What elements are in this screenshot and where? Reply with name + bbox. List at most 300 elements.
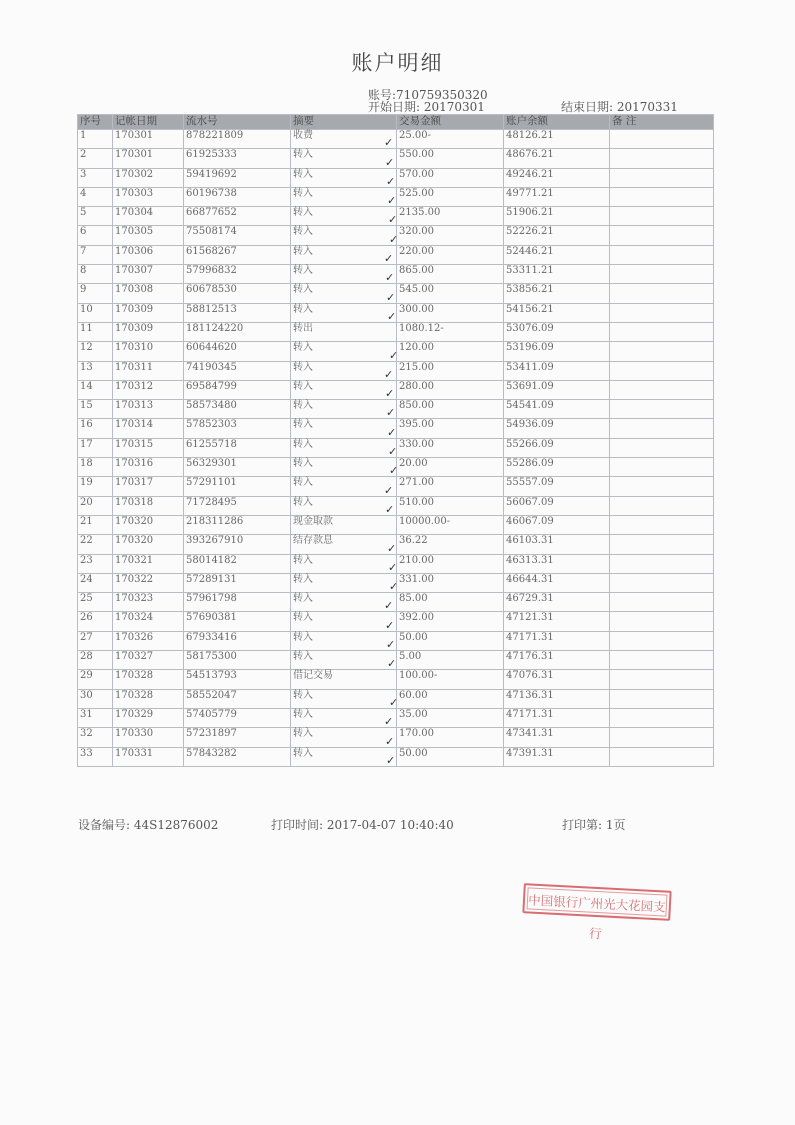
remark-cell xyxy=(610,438,714,457)
table-row xyxy=(78,303,714,322)
amount-cell xyxy=(387,651,504,671)
remark-cell xyxy=(610,496,714,515)
row-index-cell: 25 xyxy=(78,593,113,612)
print-page: 打印第: 1页 xyxy=(562,818,626,832)
table-row xyxy=(78,593,714,612)
check-mark-icon: ✓ xyxy=(387,425,397,439)
table-row xyxy=(78,207,714,226)
summary-cell: 现金取款 xyxy=(291,515,397,534)
check-mark-icon: ✓ xyxy=(386,753,396,767)
balance-cell: 55286.09 xyxy=(504,458,610,477)
table-header-row xyxy=(78,115,714,130)
row-index-cell: 22 xyxy=(78,535,113,554)
row-index-cell: 29 xyxy=(78,670,113,689)
stamp-inner-border xyxy=(527,887,668,916)
amount-text: 395.00 xyxy=(399,419,434,431)
stamp-text: 中国银行广州光大花园支行 xyxy=(527,892,666,942)
amount-text: 25.00- xyxy=(399,130,432,141)
posting-date-cell: 170301 xyxy=(113,130,184,149)
table-row xyxy=(78,284,714,303)
serial-number-cell: 58014182 xyxy=(184,554,291,573)
balance-cell: 53076.09 xyxy=(504,322,610,341)
table-row xyxy=(78,322,714,341)
check-mark-icon: ✓ xyxy=(384,715,394,729)
table-row xyxy=(78,747,714,766)
posting-date-cell: 170308 xyxy=(113,284,184,303)
table-body xyxy=(78,130,714,767)
table-row xyxy=(78,400,714,419)
bank-stamp xyxy=(522,883,671,942)
summary-cell: 转入 xyxy=(291,554,397,573)
check-mark-icon: ✓ xyxy=(387,541,397,555)
summary-cell: 转入 xyxy=(291,438,397,457)
table-row xyxy=(78,496,714,515)
summary-cell: 转入 xyxy=(291,226,397,245)
summary-cell: 转入 xyxy=(291,747,397,766)
posting-date-cell: 170316 xyxy=(113,458,184,477)
row-index-cell: 13 xyxy=(78,361,113,380)
remark-cell xyxy=(610,651,714,670)
posting-date-cell: 170302 xyxy=(113,168,184,187)
balance-cell: 47136.31 xyxy=(504,689,610,708)
serial-number-cell: 57852303 xyxy=(184,419,291,438)
balance-cell: 46067.09 xyxy=(504,515,610,534)
table-row xyxy=(78,265,714,284)
row-index-cell: 18 xyxy=(78,458,113,477)
serial-number-cell: 60678530 xyxy=(184,284,291,303)
column-header: 记帐日期 xyxy=(113,115,184,130)
balance-cell: 46313.31 xyxy=(504,554,610,573)
amount-text: 20.00 xyxy=(399,458,428,470)
account-number: 账号:710759350320 xyxy=(368,88,488,102)
posting-date-cell: 170311 xyxy=(113,361,184,380)
amount-cell xyxy=(384,477,504,497)
row-index-cell: 9 xyxy=(78,284,113,303)
check-mark-icon: ✓ xyxy=(385,271,395,285)
serial-number-cell: 57405779 xyxy=(184,708,291,727)
balance-cell: 52446.21 xyxy=(504,245,610,264)
column-header: 流水号 xyxy=(184,115,291,130)
remark-cell xyxy=(610,419,714,438)
table-row xyxy=(78,554,714,573)
amount-cell xyxy=(389,342,504,362)
row-index-cell: 3 xyxy=(78,168,113,187)
remark-cell xyxy=(610,226,714,245)
column-header: 账户余额 xyxy=(504,115,610,130)
row-index-cell: 23 xyxy=(78,554,113,573)
amount-text: 10000.00- xyxy=(399,515,451,527)
check-mark-icon: ✓ xyxy=(389,695,399,709)
check-mark-icon: ✓ xyxy=(385,387,395,401)
table-row xyxy=(78,438,714,457)
remark-cell xyxy=(610,361,714,380)
amount-cell xyxy=(385,612,504,632)
check-mark-icon: ✓ xyxy=(386,174,396,188)
row-index-cell: 26 xyxy=(78,612,113,631)
amount-text: 550.00 xyxy=(399,149,434,161)
remark-cell xyxy=(610,747,714,766)
summary-cell: 转入 xyxy=(291,361,397,380)
check-mark-icon: ✓ xyxy=(384,367,394,381)
posting-date-cell: 170326 xyxy=(113,631,184,650)
summary-cell: 转入 xyxy=(291,651,397,670)
amount-text: 865.00 xyxy=(399,265,434,277)
balance-cell: 47121.31 xyxy=(504,612,610,631)
table-row xyxy=(78,458,714,477)
remark-cell xyxy=(610,515,714,534)
balance-cell: 53196.09 xyxy=(504,342,610,361)
balance-cell: 47341.31 xyxy=(504,728,610,747)
serial-number-cell: 75508174 xyxy=(184,226,291,245)
amount-text: 100.00- xyxy=(399,670,438,682)
posting-date-cell: 170312 xyxy=(113,380,184,399)
remark-cell xyxy=(610,380,714,399)
balance-cell: 53856.21 xyxy=(504,284,610,303)
posting-date-cell: 170320 xyxy=(113,535,184,554)
row-index-cell: 28 xyxy=(78,651,113,670)
table-row xyxy=(78,342,714,361)
posting-date-cell: 170315 xyxy=(113,438,184,457)
balance-cell: 49771.21 xyxy=(504,187,610,206)
balance-cell: 56067.09 xyxy=(504,496,610,515)
balance-cell: 47176.31 xyxy=(504,651,610,670)
check-mark-icon: ✓ xyxy=(386,406,396,420)
amount-cell xyxy=(389,689,504,709)
amount-cell xyxy=(384,361,504,381)
serial-number-cell: 57291101 xyxy=(184,477,291,496)
posting-date-cell: 170329 xyxy=(113,708,184,727)
balance-cell: 47076.31 xyxy=(504,670,610,689)
balance-cell: 54156.21 xyxy=(504,303,610,322)
remark-cell xyxy=(610,670,714,689)
amount-text: 300.00 xyxy=(399,303,434,315)
amount-cell xyxy=(386,168,504,188)
posting-date-cell: 170328 xyxy=(113,689,184,708)
amount-text: 85.00 xyxy=(399,593,428,605)
amount-cell xyxy=(389,458,504,478)
amount-cell xyxy=(384,245,504,266)
serial-number-cell: 60196738 xyxy=(184,187,291,206)
remark-cell xyxy=(610,708,714,727)
serial-number-cell: 58812513 xyxy=(184,303,291,322)
posting-date-cell: 170324 xyxy=(113,612,184,631)
serial-number-cell: 218311286 xyxy=(184,515,291,534)
amount-text: 215.00 xyxy=(399,361,434,373)
transaction-table xyxy=(77,114,713,767)
table-row xyxy=(78,708,714,727)
remark-cell xyxy=(610,554,714,573)
remark-cell xyxy=(610,303,714,322)
check-mark-icon: ✓ xyxy=(385,618,395,632)
check-mark-icon: ✓ xyxy=(387,194,397,208)
row-index-cell: 19 xyxy=(78,477,113,496)
serial-number-cell: 58552047 xyxy=(184,689,291,708)
serial-number-cell: 66877652 xyxy=(184,207,291,226)
amount-text: 545.00 xyxy=(399,284,434,296)
posting-date-cell: 170322 xyxy=(113,573,184,592)
serial-number-cell: 74190345 xyxy=(184,361,291,380)
balance-cell: 47391.31 xyxy=(504,747,610,766)
amount-text: 331.00 xyxy=(399,573,434,585)
row-index-cell: 30 xyxy=(78,689,113,708)
amount-text: 60.00 xyxy=(399,689,428,701)
serial-number-cell: 57289131 xyxy=(184,573,291,592)
print-time: 打印时间: 2017-04-07 10:40:40 xyxy=(271,818,454,832)
balance-cell: 55557.09 xyxy=(504,477,610,496)
summary-cell: 转入 xyxy=(291,380,397,399)
remark-cell xyxy=(610,207,714,226)
remark-cell xyxy=(610,322,714,341)
serial-number-cell: 61925333 xyxy=(184,149,291,168)
amount-cell xyxy=(387,303,504,323)
posting-date-cell: 170309 xyxy=(113,322,184,341)
table-row xyxy=(78,380,714,399)
row-index-cell: 6 xyxy=(78,226,113,245)
amount-text: 510.00 xyxy=(399,496,434,508)
serial-number-cell: 61255718 xyxy=(184,438,291,457)
check-mark-icon: ✓ xyxy=(389,232,399,246)
amount-cell xyxy=(384,708,504,729)
row-index-cell: 21 xyxy=(78,515,113,534)
amount-cell xyxy=(397,515,504,534)
summary-cell: 转入 xyxy=(291,419,397,438)
amount-cell xyxy=(387,535,504,555)
amount-text: 280.00 xyxy=(399,380,434,392)
amount-text: 271.00 xyxy=(399,477,434,489)
amount-cell xyxy=(386,747,504,767)
remark-cell xyxy=(610,149,714,168)
remark-cell xyxy=(610,631,714,650)
table-row xyxy=(78,226,714,245)
summary-cell: 转入 xyxy=(291,265,397,284)
serial-number-cell: 61568267 xyxy=(184,245,291,264)
page-title: 账户明细 xyxy=(351,51,444,75)
posting-date-cell: 170320 xyxy=(113,515,184,534)
summary-cell: 转入 xyxy=(291,477,397,496)
remark-cell xyxy=(610,130,714,149)
serial-number-cell: 67933416 xyxy=(184,631,291,650)
table-row xyxy=(78,245,714,264)
amount-cell xyxy=(388,207,504,227)
row-index-cell: 31 xyxy=(78,708,113,727)
serial-number-cell: 58573480 xyxy=(184,400,291,419)
remark-cell xyxy=(610,187,714,206)
balance-cell: 48126.21 xyxy=(504,130,610,149)
remark-cell xyxy=(610,593,714,612)
amount-text: 392.00 xyxy=(399,612,434,624)
column-header: 序号 xyxy=(78,115,113,130)
amount-cell xyxy=(397,670,504,689)
posting-date-cell: 170331 xyxy=(113,747,184,766)
serial-number-cell: 181124220 xyxy=(184,322,291,341)
balance-cell: 53691.09 xyxy=(504,380,610,399)
amount-cell xyxy=(388,554,504,574)
check-mark-icon: ✓ xyxy=(385,502,395,516)
balance-cell: 49246.21 xyxy=(504,168,610,187)
posting-date-cell: 170330 xyxy=(113,728,184,747)
check-mark-icon: ✓ xyxy=(387,657,397,671)
amount-cell xyxy=(389,226,504,246)
summary-cell: 转入 xyxy=(291,400,397,419)
table-row xyxy=(78,515,714,534)
serial-number-cell: 57996832 xyxy=(184,265,291,284)
serial-number-cell: 58175300 xyxy=(184,651,291,670)
amount-cell xyxy=(384,593,504,613)
posting-date-cell: 170317 xyxy=(113,477,184,496)
row-index-cell: 12 xyxy=(78,342,113,361)
check-mark-icon: ✓ xyxy=(385,155,395,169)
posting-date-cell: 170321 xyxy=(113,554,184,573)
serial-number-cell: 57843282 xyxy=(184,747,291,766)
column-header: 摘要 xyxy=(291,115,397,130)
row-index-cell: 24 xyxy=(78,573,113,592)
remark-cell xyxy=(610,265,714,284)
table-row xyxy=(78,612,714,631)
amount-text: 850.00 xyxy=(399,400,434,412)
remark-cell xyxy=(610,400,714,419)
posting-date-cell: 170323 xyxy=(113,593,184,612)
row-index-cell: 1 xyxy=(78,130,113,149)
serial-number-cell: 57231897 xyxy=(184,728,291,747)
balance-cell: 46103.31 xyxy=(504,535,610,554)
amount-text: 1080.12- xyxy=(399,322,444,334)
summary-cell: 借记交易 xyxy=(291,670,397,689)
amount-text: 50.00 xyxy=(399,747,428,759)
remark-cell xyxy=(610,477,714,496)
check-mark-icon: ✓ xyxy=(389,580,399,594)
balance-cell: 46729.31 xyxy=(504,593,610,612)
balance-cell: 53311.21 xyxy=(504,265,610,284)
summary-cell: 转入 xyxy=(291,631,397,650)
posting-date-cell: 170303 xyxy=(113,187,184,206)
posting-date-cell: 170314 xyxy=(113,419,184,438)
remark-cell xyxy=(610,535,714,554)
posting-date-cell: 170307 xyxy=(113,265,184,284)
table-row xyxy=(78,130,714,149)
amount-cell xyxy=(385,496,504,516)
check-mark-icon: ✓ xyxy=(385,734,395,748)
remark-cell xyxy=(610,573,714,592)
summary-cell: 转出 xyxy=(291,322,397,341)
serial-number-cell: 71728495 xyxy=(184,496,291,515)
summary-cell: 结存款息 xyxy=(291,535,397,554)
amount-cell xyxy=(384,130,504,150)
balance-cell: 54541.09 xyxy=(504,400,610,419)
row-index-cell: 10 xyxy=(78,303,113,322)
row-index-cell: 15 xyxy=(78,400,113,419)
table-row xyxy=(78,573,714,592)
device-number: 设备编号: 44S12876002 xyxy=(78,818,219,832)
column-header: 备 注 xyxy=(610,115,714,130)
posting-date-cell: 170313 xyxy=(113,400,184,419)
amount-text: 5.00 xyxy=(399,651,422,663)
row-index-cell: 7 xyxy=(78,245,113,264)
amount-text: 525.00 xyxy=(399,187,434,199)
balance-cell: 47171.31 xyxy=(504,631,610,650)
amount-cell xyxy=(385,380,504,401)
remark-cell xyxy=(610,728,714,747)
summary-cell: 转入 xyxy=(291,593,397,612)
amount-cell xyxy=(385,265,504,285)
posting-date-cell: 170309 xyxy=(113,303,184,322)
amount-cell xyxy=(397,322,504,341)
table-row xyxy=(78,168,714,187)
amount-text: 36.22 xyxy=(399,535,428,547)
check-mark-icon: ✓ xyxy=(387,309,397,323)
end-date: 结束日期: 20170331 xyxy=(561,100,678,114)
check-mark-icon: ✓ xyxy=(388,445,398,459)
summary-cell: 转入 xyxy=(291,496,397,515)
remark-cell xyxy=(610,284,714,303)
amount-cell xyxy=(386,631,504,652)
amount-text: 2135.00 xyxy=(399,207,441,219)
serial-number-cell: 56329301 xyxy=(184,458,291,477)
summary-cell: 转入 xyxy=(291,245,397,264)
amount-cell xyxy=(388,438,504,459)
row-index-cell: 4 xyxy=(78,187,113,206)
amount-text: 50.00 xyxy=(399,631,428,643)
serial-number-cell: 59419692 xyxy=(184,168,291,187)
serial-number-cell: 54513793 xyxy=(184,670,291,689)
check-mark-icon: ✓ xyxy=(389,348,399,362)
summary-cell: 转入 xyxy=(291,612,397,631)
check-mark-icon: ✓ xyxy=(386,638,396,652)
check-mark-icon: ✓ xyxy=(384,599,394,613)
summary-cell: 收费 xyxy=(291,130,397,149)
row-index-cell: 2 xyxy=(78,149,113,168)
table-row xyxy=(78,651,714,670)
summary-cell: 转入 xyxy=(291,728,397,747)
table-row xyxy=(78,187,714,206)
balance-cell: 46644.31 xyxy=(504,573,610,592)
amount-text: 220.00 xyxy=(399,245,434,257)
balance-cell: 48676.21 xyxy=(504,149,610,168)
posting-date-cell: 170328 xyxy=(113,670,184,689)
posting-date-cell: 170305 xyxy=(113,226,184,245)
row-index-cell: 16 xyxy=(78,419,113,438)
serial-number-cell: 393267910 xyxy=(184,535,291,554)
summary-cell: 转入 xyxy=(291,187,397,206)
amount-cell xyxy=(385,149,504,169)
column-header: 交易金额 xyxy=(397,115,504,130)
posting-date-cell: 170301 xyxy=(113,149,184,168)
table-row xyxy=(78,689,714,708)
serial-number-cell: 878221809 xyxy=(184,130,291,149)
table-row xyxy=(78,419,714,438)
serial-number-cell: 57690381 xyxy=(184,612,291,631)
amount-text: 170.00 xyxy=(399,728,434,740)
check-mark-icon: ✓ xyxy=(384,483,394,497)
balance-cell: 55266.09 xyxy=(504,438,610,457)
balance-cell: 51906.21 xyxy=(504,207,610,226)
amount-text: 120.00 xyxy=(399,342,434,354)
serial-number-cell: 60644620 xyxy=(184,342,291,361)
summary-cell: 转入 xyxy=(291,284,397,303)
row-index-cell: 32 xyxy=(78,728,113,747)
amount-text: 210.00 xyxy=(399,554,434,566)
check-mark-icon: ✓ xyxy=(389,464,399,478)
amount-cell xyxy=(387,187,504,208)
summary-cell: 转入 xyxy=(291,168,397,187)
balance-cell: 53411.09 xyxy=(504,361,610,380)
summary-cell: 转入 xyxy=(291,303,397,322)
check-mark-icon: ✓ xyxy=(384,252,394,266)
row-index-cell: 33 xyxy=(78,747,113,766)
amount-cell xyxy=(385,728,504,748)
posting-date-cell: 170318 xyxy=(113,496,184,515)
check-mark-icon: ✓ xyxy=(384,136,394,150)
summary-cell: 转入 xyxy=(291,573,397,592)
